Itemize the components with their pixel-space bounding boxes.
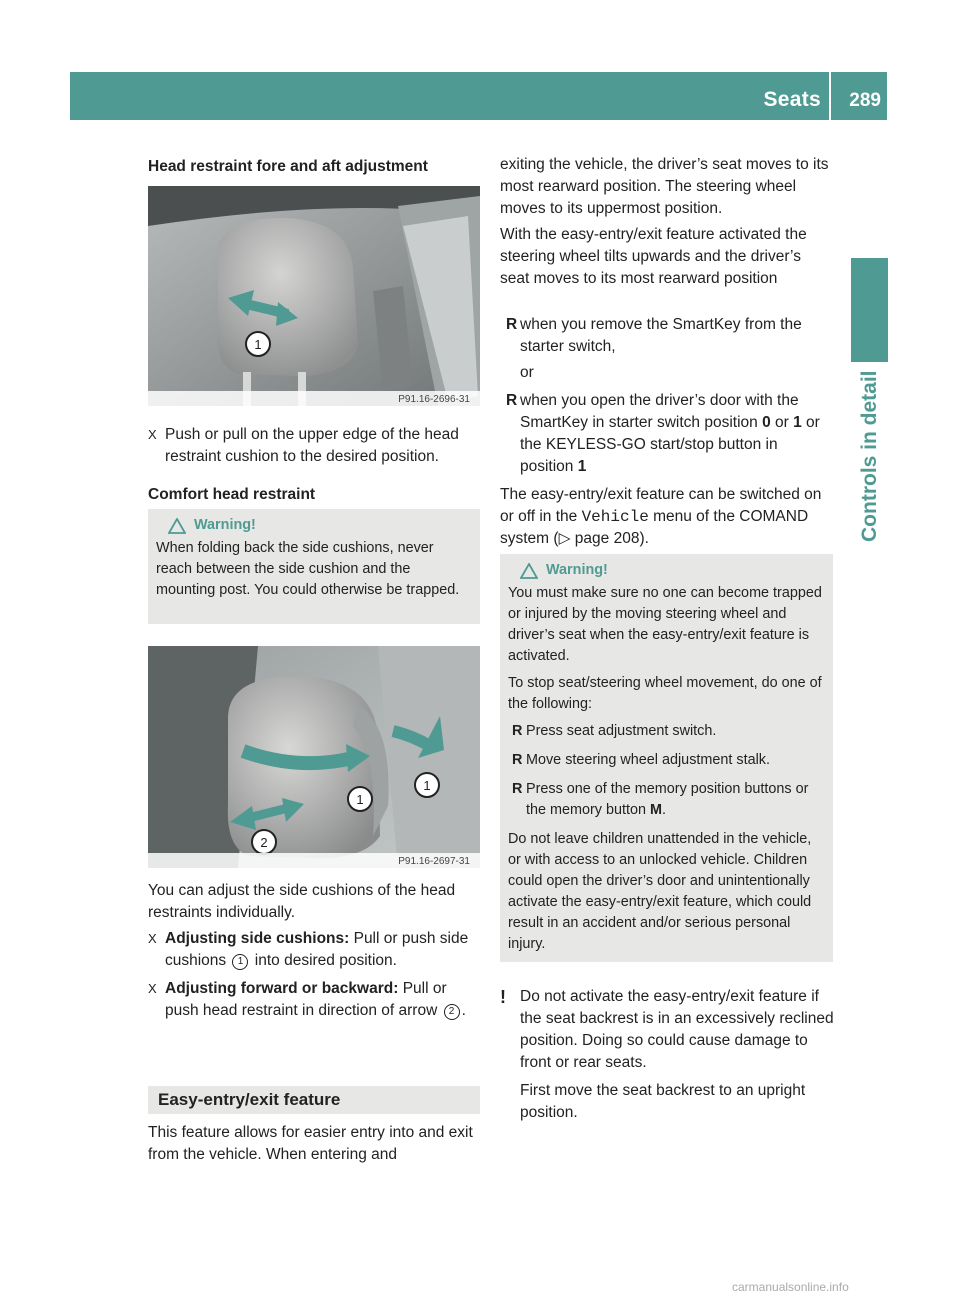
figure1-code: P91.16-2696-31 — [398, 394, 470, 405]
warning-bullet: R Press one of the memory position buttons or the memory button M. — [512, 781, 809, 818]
heading-comfort: Comfort head restraint — [148, 486, 316, 503]
figure2-label-b: 1 — [423, 778, 431, 793]
note-upright: First move the seat backrest to an upright position. — [520, 1082, 806, 1121]
page-ref-arrow: ▷ — [558, 530, 571, 547]
side-label: Controls in detail — [858, 370, 881, 542]
bullet-door-open: R when you open the driver’s door with the SmartKey in starter switch position 0 or 1 or the KEYLESS-GO start/stop button in position 1 — [506, 392, 820, 475]
warning-text-3: Do not leave children unattended in the vehicle, or with access to an unlocked vehicle. Children could open the driver’s door and unintentionally activate the easy-entry/exit feature, which could result in an accident and/or serious personal injury. — [508, 831, 812, 952]
para-exiting: exiting the vehicle, the driver’s seat moves to its most rearward position. The steering wheel moves to its uppermost position. — [500, 156, 829, 217]
notice-icon: ! — [500, 987, 506, 1007]
or-text: or — [520, 364, 534, 381]
section-title: Easy-entry/exit feature — [148, 1086, 480, 1114]
warning-bullet: R Press seat adjustment switch. — [512, 723, 717, 739]
marker-2: 2 — [444, 1004, 460, 1020]
note-do-not-activate: ! Do not activate the easy-entry/exit feature if the seat backrest is in an excessively reclined position. Doing so could cause damage to front or rear seats. First move the seat backrest to an upright position. — [500, 986, 834, 1124]
warning-icon — [168, 518, 186, 534]
figure-head-restraint-fore-aft — [148, 186, 480, 406]
watermark: carmanualsonline.info — [732, 1280, 849, 1294]
figure2-code: P91.16-2697-31 — [398, 856, 470, 867]
step-adjust-forward: X Adjusting forward or backward: Pull or push head restraint in direction of arrow 2 . — [148, 980, 466, 1019]
warning-bullet: R Move steering wheel adjustment stalk. — [512, 752, 770, 768]
warning-text-2: To stop seat/steering wheel movement, do one of the following: — [508, 675, 822, 712]
para-comand: The easy-entry/exit feature can be switched on or off in the Vehicle menu of the COMAND system (▷ page 208). — [500, 486, 822, 547]
marker-1: 1 — [232, 954, 248, 970]
figure1-label: 1 — [254, 337, 262, 352]
warning-box-2 — [500, 554, 833, 962]
para-easy-entry: This feature allows for easier entry into and exit from the vehicle. When entering and — [148, 1124, 473, 1163]
step-marker: X — [148, 427, 157, 442]
para-activated: With the easy-entry/exit feature activated the steering wheel tilts upwards and the driver’s seat moves to its most rearward position — [500, 226, 807, 287]
page-number: 289 — [849, 90, 881, 111]
figure2-label-a: 1 — [356, 792, 364, 807]
page-header — [70, 72, 887, 120]
step-adjust-side: X Adjusting side cushions: Pull or push side cushions 1 into desired position. — [148, 930, 469, 969]
bullet-smartkey-remove: R when you remove the SmartKey from the starter switch, — [506, 316, 802, 355]
step-push-pull: X Push or pull on the upper edge of the head restraint cushion to the desired position. — [148, 424, 482, 468]
para-side-cushions: You can adjust the side cushions of the head restraints individually. — [148, 882, 456, 921]
warning-title: Warning! — [194, 517, 256, 533]
warning-icon — [520, 563, 538, 579]
warning-text: When folding back the side cushions, never reach between the side cushion and the mounting post. You could otherwise be trapped. — [156, 540, 460, 598]
side-tab — [851, 258, 888, 362]
heading-fore-aft: Head restraint fore and aft adjustment — [148, 158, 428, 175]
warning-box-1 — [148, 509, 480, 624]
chapter-title: Seats — [763, 88, 821, 111]
warning-title: Warning! — [546, 562, 608, 578]
warning-text-1: You must make sure no one can become trapped or injured by the moving steering wheel and driver’s seat when the easy-entry/exit feature is activated. — [508, 585, 822, 664]
figure2-label-c: 2 — [260, 835, 268, 850]
figure-comfort-head-restraint — [148, 646, 480, 868]
header-divider — [829, 72, 831, 120]
